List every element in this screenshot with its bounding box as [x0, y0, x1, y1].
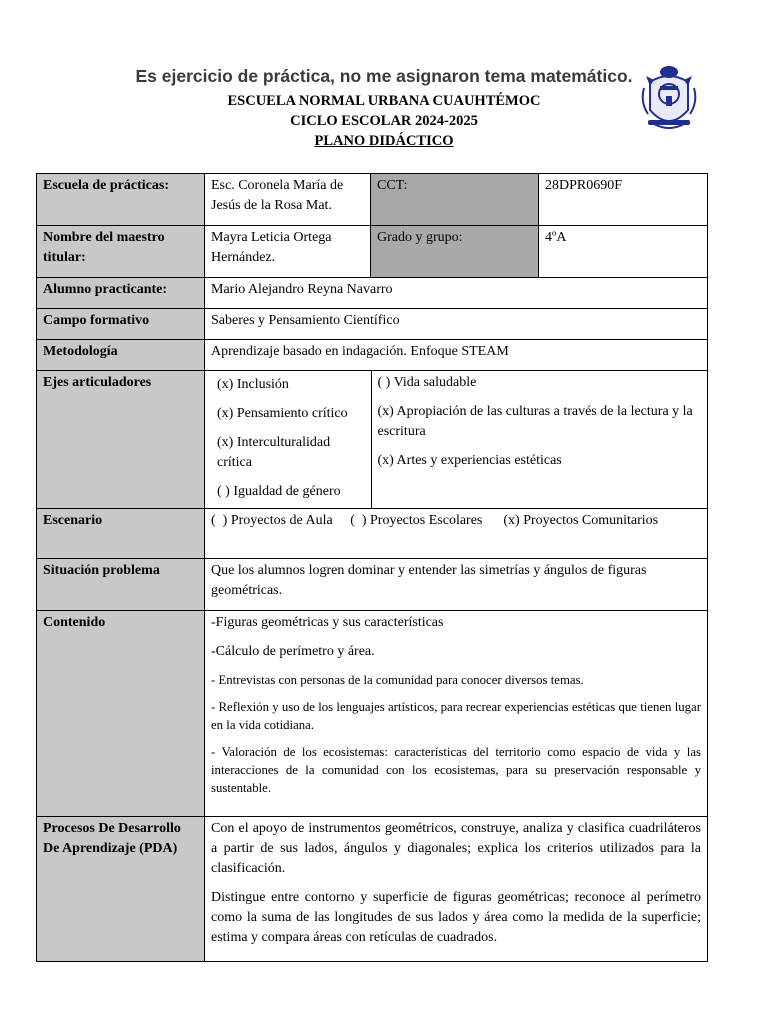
row-situacion — [37, 559, 708, 611]
ejes-left-list — [205, 371, 371, 508]
row-campo — [37, 309, 708, 340]
value-escuela: Esc. Coronela María de Jesús de la Rosa Mat. — [205, 174, 371, 226]
row-contenido — [37, 611, 708, 817]
lesson-plan-table — [36, 173, 708, 962]
label-contenido: Contenido — [37, 611, 205, 817]
label-ejes: Ejes articuladores — [37, 371, 205, 509]
label-pda: Procesos De Desarrollo De Aprendizaje (PDA) — [37, 817, 205, 962]
label-grado: Grado y grupo: — [371, 226, 539, 278]
contenido-item: -Figuras geométricas y sus características — [211, 615, 444, 630]
ejes-grid — [205, 371, 707, 508]
label-escuela: Escuela de prácticas: — [37, 174, 205, 226]
contenido-item: - Reflexión y uso de los lenguajes artísticos, para recrear experiencias estéticas que tienen lugar en la vida cotidiana. — [211, 700, 701, 732]
school-crest-logo — [640, 62, 698, 134]
label-situacion: Situación problema — [37, 559, 205, 611]
school-cycle: CICLO ESCOLAR 2024-2025 — [290, 113, 478, 129]
eje-item: (x) Apropiación de las culturas a través de la lectura y la escritura — [377, 404, 693, 439]
document-title: PLANO DIDÁCTICO — [314, 133, 454, 149]
value-alumno: Mario Alejandro Reyna Navarro — [205, 278, 708, 309]
eje-item: (x) Pensamiento crítico — [217, 406, 348, 421]
row-pda — [37, 817, 708, 962]
value-escenario: ( ) Proyectos de Aula ( ) Proyectos Escolares (x) Proyectos Comunitarios — [205, 509, 708, 559]
value-cct: 28DPR0690F — [539, 174, 708, 226]
row-metodologia — [37, 340, 708, 371]
contenido-item: - Valoración de los ecosistemas: características del territorio como espacio de vida y las interacciones de la comunidad con los ecosistemas, para su preservación responsable y sustentable. — [211, 745, 701, 795]
eje-item: (x) Inclusión — [217, 377, 289, 392]
value-ejes — [205, 371, 708, 509]
pda-item: Distingue entre contorno y superficie de figuras geométricas; reconoce al perímetro como la suma de las longitudes de sus lados y área como la medida de la superficie; estima y compara áreas con retículas de cuadrados. — [211, 890, 701, 945]
row-escuela — [37, 174, 708, 226]
value-campo: Saberes y Pensamiento Científico — [205, 309, 708, 340]
label-alumno: Alumno practicante: — [37, 278, 205, 309]
contenido-item: - Entrevistas con personas de la comunidad para conocer diversos temas. — [211, 673, 584, 687]
row-ejes — [37, 371, 708, 509]
label-campo: Campo formativo — [37, 309, 205, 340]
contenido-item: -Cálculo de perímetro y área. — [211, 644, 375, 659]
label-cct: CCT: — [371, 174, 539, 226]
eje-item: (x) Interculturalidad crítica — [217, 435, 331, 470]
value-metodologia: Aprendizaje basado en indagación. Enfoque STEAM — [205, 340, 708, 371]
label-escenario: Escenario — [37, 509, 205, 559]
eje-item: ( ) Igualdad de género — [217, 484, 341, 499]
row-alumno — [37, 278, 708, 309]
value-pda — [205, 817, 708, 962]
practice-note: Es ejercicio de práctica, no me asignaron tema matemático. — [135, 66, 633, 86]
ejes-right-list — [371, 371, 707, 508]
value-contenido — [205, 611, 708, 817]
row-escenario — [37, 509, 708, 559]
label-maestro: Nombre del maestro titular: — [37, 226, 205, 278]
eje-item: (x) Artes y experiencias estéticas — [377, 453, 562, 468]
label-metodologia: Metodología — [37, 340, 205, 371]
eje-item: ( ) Vida saludable — [377, 375, 477, 390]
value-grado: 4ºA — [539, 226, 708, 278]
row-maestro — [37, 226, 708, 278]
value-maestro: Mayra Leticia Ortega Hernández. — [205, 226, 371, 278]
value-situacion: Que los alumnos logren dominar y entender las simetrías y ángulos de figuras geométricas. — [205, 559, 708, 611]
pda-item: Con el apoyo de instrumentos geométricos, construye, analiza y clasifica cuadriláteros a partir de sus lados, ángulos y diagonales; explica los criterios utilizados para la clasificación. — [211, 821, 701, 876]
school-name: ESCUELA NORMAL URBANA CUAUHTÉMOC — [227, 93, 541, 109]
